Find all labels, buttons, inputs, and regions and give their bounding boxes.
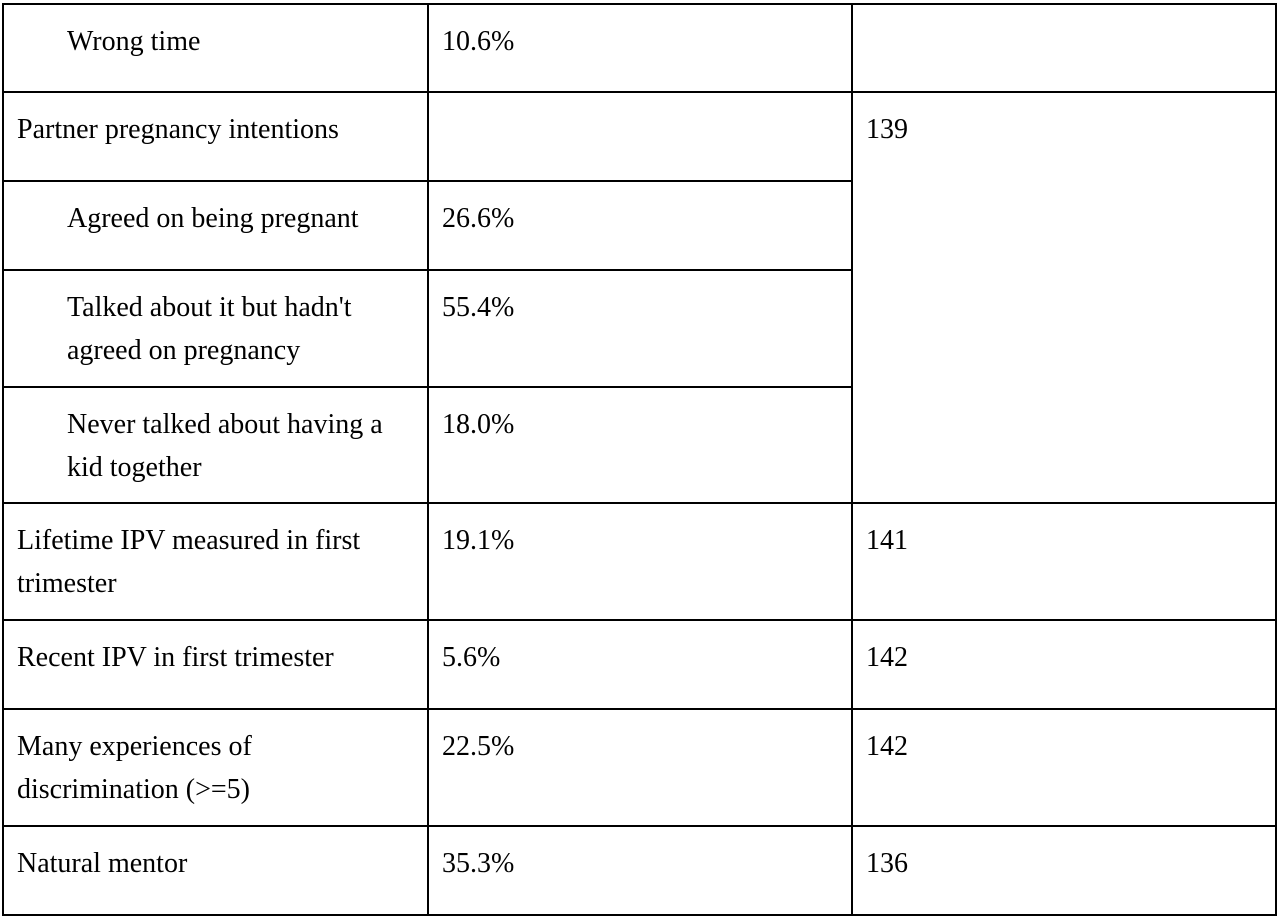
row-label: Talked about it but hadn't agreed on pregnancy — [3, 270, 428, 387]
table-row — [3, 620, 1276, 709]
table-row — [3, 826, 1276, 915]
row-percent: 35.3% — [428, 826, 852, 915]
row-label: Natural mentor — [3, 826, 428, 915]
row-percent: 26.6% — [428, 181, 852, 270]
row-percent: 18.0% — [428, 387, 852, 503]
row-n — [852, 4, 1276, 92]
row-label: Wrong time — [3, 4, 428, 92]
row-percent: 22.5% — [428, 709, 852, 826]
table-row — [3, 709, 1276, 826]
data-table — [2, 3, 1277, 916]
row-label: Never talked about having a kid together — [3, 387, 428, 503]
row-percent: 19.1% — [428, 503, 852, 620]
row-n: 136 — [852, 826, 1276, 915]
row-label: Partner pregnancy intentions — [3, 92, 428, 181]
row-n: 142 — [852, 620, 1276, 709]
table-row — [3, 92, 1276, 181]
row-percent: 5.6% — [428, 620, 852, 709]
row-percent: 55.4% — [428, 270, 852, 387]
row-label: Agreed on being pregnant — [3, 181, 428, 270]
row-label: Recent IPV in first trimester — [3, 620, 428, 709]
row-label: Many experiences of discrimination (>=5) — [3, 709, 428, 826]
row-n: 141 — [852, 503, 1276, 620]
table-row — [3, 503, 1276, 620]
row-label: Lifetime IPV measured in first trimester — [3, 503, 428, 620]
table-row — [3, 4, 1276, 92]
row-n: 139 — [852, 92, 1276, 503]
row-percent: 10.6% — [428, 4, 852, 92]
row-n: 142 — [852, 709, 1276, 826]
row-percent — [428, 92, 852, 181]
